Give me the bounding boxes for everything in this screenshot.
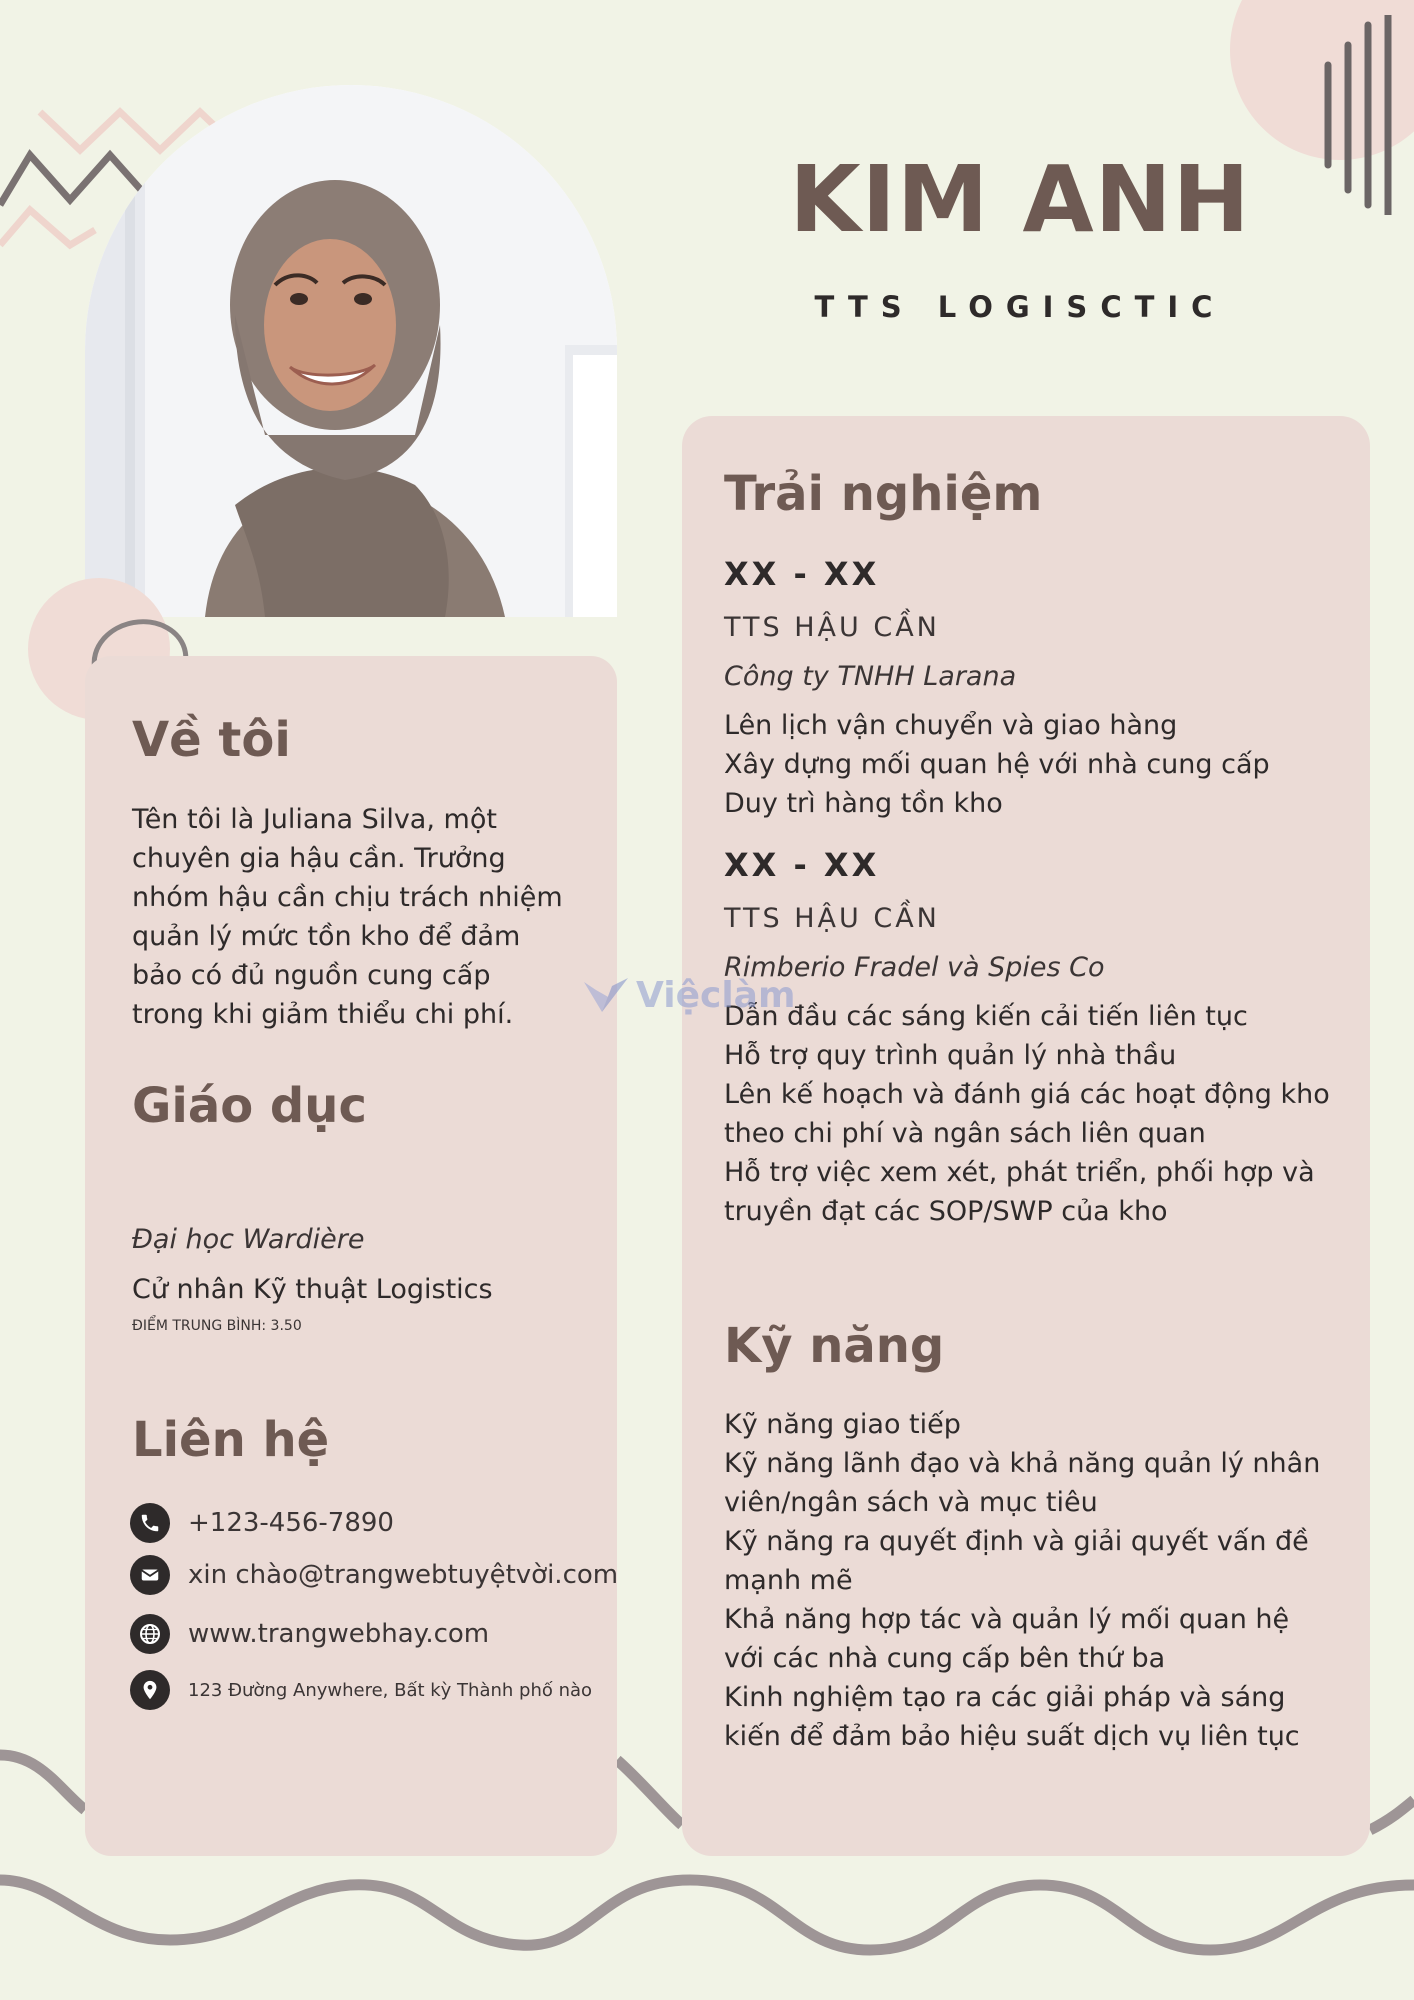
contact-phone	[130, 1503, 394, 1543]
globe-icon	[130, 1614, 170, 1654]
about-line: trong khi giảm thiểu chi phí.	[132, 999, 514, 1030]
skill-line: Khả năng hợp tác và quản lý mối quan hệ	[724, 1604, 1290, 1635]
about-heading: Về tôi	[132, 712, 291, 768]
contact-heading: Liên hệ	[132, 1412, 330, 1468]
skill-line: mạnh mẽ	[724, 1565, 853, 1596]
contact-address	[130, 1670, 592, 1710]
skill-line: Kỹ năng giao tiếp	[724, 1409, 961, 1440]
job-title: TTS HẬU CẦN	[724, 612, 940, 643]
job-duty-line: Lên lịch vận chuyển và giao hàng	[724, 710, 1178, 741]
about-line: Tên tôi là Juliana Silva, một	[132, 804, 497, 835]
contact-email-text[interactable]: xin chào@trangwebtuyệtvời.com	[188, 1560, 619, 1590]
profile-photo	[85, 85, 617, 617]
contact-address-text: 123 Đường Anywhere, Bất kỳ Thành phố nào	[188, 1679, 593, 1701]
skill-line: Kỹ năng lãnh đạo và khả năng quản lý nhân	[724, 1448, 1321, 1479]
job-duty-line: theo chi phí và ngân sách liên quan	[724, 1118, 1206, 1149]
phone-icon	[130, 1503, 170, 1543]
education-school: Đại học Wardière	[132, 1224, 365, 1255]
watermark-logo-icon	[582, 976, 630, 1016]
job-years: XX - XX	[724, 555, 880, 593]
job-duty-line: Hỗ trợ việc xem xét, phát triển, phối hợp và	[724, 1157, 1315, 1188]
job-duty-line: Dẫn đầu các sáng kiến cải tiến liên tục	[724, 1001, 1248, 1032]
job-title: TTS HẬU CẦN	[724, 903, 940, 934]
watermark	[582, 975, 795, 1016]
skill-line: kiến để đảm bảo hiệu suất dịch vụ liên tục	[724, 1721, 1300, 1752]
about-text	[132, 800, 592, 1034]
job-duty-line: truyền đạt các SOP/SWP của kho	[724, 1196, 1168, 1227]
job-duties	[724, 706, 1344, 823]
profile-photo-illustration	[85, 85, 617, 617]
about-line: quản lý mức tồn kho để đảm	[132, 921, 521, 952]
contact-phone-text: +123-456-7890	[188, 1508, 394, 1538]
candidate-name: KIM ANH	[789, 146, 1251, 253]
candidate-role: TTS LOGISCTIC	[814, 290, 1226, 324]
about-line: chuyên gia hậu cần. Trưởng	[132, 843, 506, 874]
job-company: Rimberio Fradel và Spies Co	[724, 952, 1105, 983]
job-duty-line: Hỗ trợ quy trình quản lý nhà thầu	[724, 1040, 1177, 1071]
job-years: XX - XX	[724, 846, 880, 884]
contact-website	[130, 1614, 489, 1654]
skill-line: viên/ngân sách và mục tiêu	[724, 1487, 1098, 1518]
experience-heading: Trải nghiệm	[724, 466, 1043, 522]
contact-email	[130, 1555, 618, 1595]
job-duty-line: Duy trì hàng tồn kho	[724, 788, 1003, 819]
education-degree: Cử nhân Kỹ thuật Logistics	[132, 1274, 493, 1305]
skill-line: với các nhà cung cấp bên thứ ba	[724, 1643, 1166, 1674]
skill-line: Kỹ năng ra quyết định và giải quyết vấn đề	[724, 1526, 1309, 1557]
job-company: Công ty TNHH Larana	[724, 661, 1017, 692]
skills-heading: Kỹ năng	[724, 1318, 945, 1374]
skill-line: Kinh nghiệm tạo ra các giải pháp và sáng	[724, 1682, 1286, 1713]
education-heading: Giáo dục	[132, 1078, 367, 1134]
location-pin-icon	[130, 1670, 170, 1710]
education-gpa: ĐIỂM TRUNG BÌNH: 3.50	[132, 1318, 302, 1334]
watermark-text: Việclàm	[636, 975, 796, 1016]
about-line: bảo có đủ nguồn cung cấp	[132, 960, 491, 991]
job-duty-line: Xây dựng mối quan hệ với nhà cung cấp	[724, 749, 1270, 780]
skills-list	[724, 1405, 1364, 1756]
contact-website-text[interactable]: www.trangwebhay.com	[188, 1619, 490, 1649]
job-duties	[724, 997, 1364, 1231]
job-duty-line: Lên kế hoạch và đánh giá các hoạt động kho	[724, 1079, 1330, 1110]
mail-icon	[130, 1555, 170, 1595]
about-line: nhóm hậu cần chịu trách nhiệm	[132, 882, 563, 913]
